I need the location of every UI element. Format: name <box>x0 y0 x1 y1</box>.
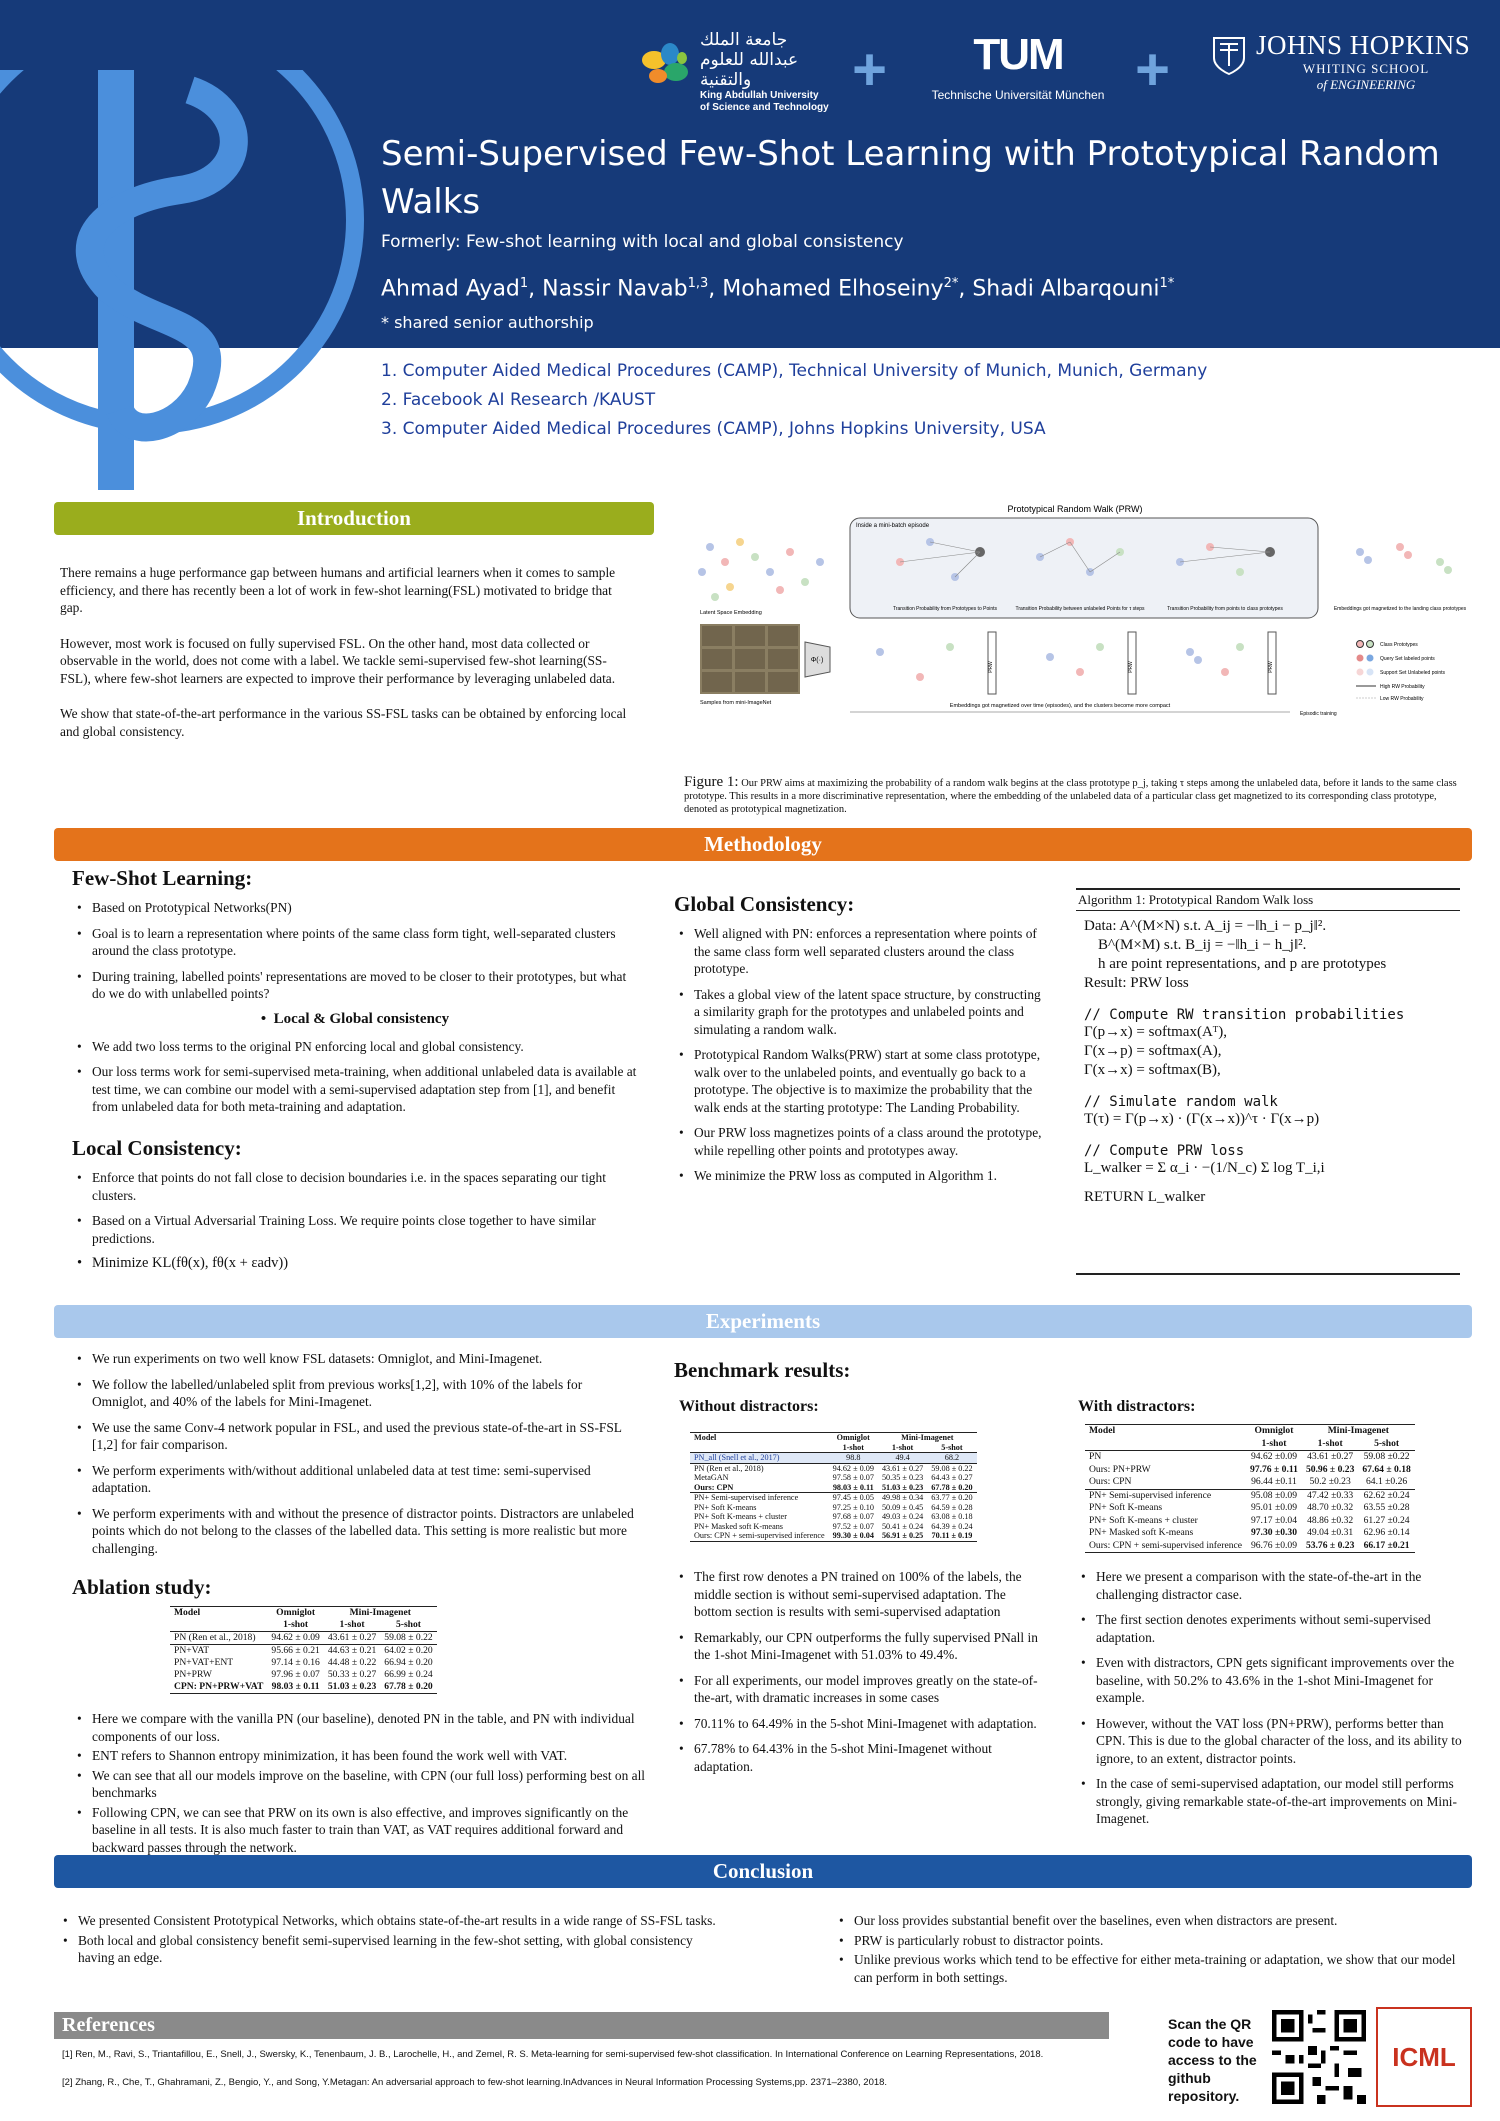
conclusion-bullet: • Both local and global consistency benefit semi-supervised learning in the few-shot setting, with global consistency having an edge. <box>56 1932 716 1967</box>
table-row: Ours: CPN + semi-supervised inference 99.30 ± 0.04 56.91 ± 0.25 70.11 ± 0.19 <box>690 1531 977 1541</box>
reference-list <box>62 2048 1142 2104</box>
figure-title: Prototypical Random Walk (PRW) <box>1007 504 1143 514</box>
plus-icon: + <box>852 36 888 103</box>
affiliation-item: 1. Computer Aided Medical Procedures (CAMP), Technical University of Munich, Munich, Germany <box>381 361 1208 381</box>
local-bullet: • Enforce that points do not fall close to decision boundaries i.e. in the spaces separating our tight clusters. <box>70 1169 640 1204</box>
author-name: Nassir Navab <box>542 276 688 302</box>
magnetized-label: Embeddings got magnetized to the landing class prototypes <box>1333 606 1467 612</box>
distractor-bullet: • Even with distractors, CPN gets significant improvements over the baseline, with 50.2% to 43.6% in the 1-shot Mini-Imagenet for example. <box>1074 1654 1470 1707</box>
table-row: PN+PRW 97.96 ± 0.07 50.33 ± 0.27 66.99 ± 0.24 <box>174 1669 433 1680</box>
fsl-bullet: • During training, labelled points' representations are moved to be closer to their prototypes, but what do we do with unlabelled points? <box>70 968 640 1003</box>
affiliation-item: 3. Computer Aided Medical Procedures (CAMP), Johns Hopkins University, USA <box>381 419 1046 439</box>
table-row: PN+ Soft K-means 97.25 ± 0.10 50.09 ± 0.45 64.59 ± 0.28 <box>694 1502 973 1512</box>
experiments-setup <box>70 1350 640 1565</box>
intro-paragraph: However, most work is focused on fully supervised FSL. On the other hand, most data collected or observable in the world, does not come with a label. We tackle semi-supervised few-shot learning(SS-FSL), where few-shot learners are expected to improve their performance by leveraging unlabeled data. <box>60 635 616 686</box>
author-list: Ahmad Ayad$^1$, Nassir Navab$^{1,3}$, Mohamed Elhoseiny$^{2*}$, Shadi Albarqouni$^{1*}$ <box>381 276 1175 302</box>
table-row: PN+VAT 95.66 ± 0.21 44.63 ± 0.21 64.02 ± 0.20 <box>170 1645 437 1658</box>
local-consistency-title: Local Consistency: <box>72 1136 242 1160</box>
reference-item: [2] Zhang, R., Che, T., Ghahramani, Z., Bengio, Y., and Song, Y.Metagan: An adversarial approach to few-shot learning.InAdvances in Neural Information Processing Systems,pp. 2371–2380, 2018. <box>62 2077 888 2088</box>
experiment-bullet: • We perform experiments with/without additional unlabeled data at test time: semi-supervised adaptation. <box>70 1462 640 1497</box>
affiliation-list <box>381 357 1207 444</box>
poster-title: Semi-Supervised Few-Shot Learning with Prototypical Random Walks <box>381 134 1440 222</box>
with-distractors-table: Model Omniglot Mini-Imagenet 1-shot 1-shot 5-shot PN 94.62 ±0.09 43.61 ±0.27 59.08 ±0.22 Ours: PN+PRW 97.76 ± 0.11 50.96 ± 0.23 67.64 ± 0.18 Ours: CPN 96.44 ±0.11 50.2 ±0.23 64.1 ±0.26 PN+ Semi-supervised inference 95.08 ±0.09 47.42 ±0.33 62.62 ±0.24 PN+ Soft K-means 95.01 ±0.09 48.70 ±0.32 63.55 ±0.28 PN+ Soft K-means + cluster 97.17 ±0.04 48.86 ±0.32 61.27 ±0.24 PN+ Masked soft K-means 97.30 ±0.30 49.04 ±0.31 62.96 ±0.14 Ours: CPN + semi-supervised inference 96.76 ±0.09 53.76 ± 0.23 66.17 ±0.21 <box>1085 1424 1415 1553</box>
author-affiliation-mark: 1* <box>1159 276 1175 291</box>
algorithm-result: Result: PRW loss <box>1084 975 1189 991</box>
poster-header <box>0 0 1500 348</box>
samples-label: Samples from mini-ImageNet <box>700 700 772 706</box>
distractor-bullet: • However, without the VAT loss (PN+PRW), performs better than CPN. This is due to the global character of the loss, and its ability to ignore, to an extent, distractor points. <box>1074 1715 1470 1768</box>
benchmark-bullet: • 70.11% to 64.49% in the 5-shot Mini-Imagenet with adaptation. <box>672 1715 1047 1733</box>
ablation-bullet: • Here we compare with the vanilla PN (our baseline), denoted PN in the table, and PN with individual components of our loss. <box>70 1710 650 1745</box>
over-time-label: Embeddings got magnetized over time (episodes), and the clusters become more compact <box>949 703 1171 709</box>
conclusion-right <box>832 1912 1472 1988</box>
reference-item: [1] Ren, M., Ravi, S., Triantafillou, E., Snell, J., Swersky, K., Tenenbaum, J. B., Larochelle, H., and Zemel, R. S. Meta-learning for semi-supervised few-shot classification. In International Conference on Learning Representations, 2018. <box>62 2049 1044 2060</box>
algorithm-equation: Γ(x→x) = softmax(B), <box>1084 1062 1221 1078</box>
prw-figure <box>680 502 1470 772</box>
phi-label: Φ(·) <box>810 657 824 664</box>
author-affiliation-mark: 1,3 <box>687 276 709 291</box>
conclusion-left <box>56 1912 716 1969</box>
conclusion-bullet: • Our loss provides substantial benefit over the baselines, even when distractors are present. <box>832 1912 1472 1930</box>
algorithm-equation: Γ(p→x) = softmax(Aᵀ), <box>1084 1024 1227 1040</box>
local-global-subheading: • Local & Global consistency <box>260 1010 450 1027</box>
poster-subtitle: Formerly: Few-shot learning with local and global consistency <box>381 232 904 252</box>
global-bullet: • Our PRW loss magnetizes points of a class around the prototype, while repelling other points and prototypes away. <box>672 1124 1042 1159</box>
algorithm-return: RETURN L_walker <box>1084 1189 1206 1205</box>
algorithm-heading: Algorithm 1: Prototypical Random Walk loss <box>1076 892 1460 911</box>
algorithm-data-line: Data: A^(M×N) s.t. A_ij = −‖h_i − p_j‖². <box>1084 918 1327 934</box>
conclusion-heading: Conclusion <box>54 1855 1472 1888</box>
experiment-bullet: • We perform experiments with and without the presence of distractor points. Distractors are unlabeled points which do not belong to the classes of the labelled data. This setting is more realistic but more challenging. <box>70 1505 640 1558</box>
plus-icon: + <box>1135 36 1171 103</box>
algorithm-equation: Γ(x→p) = softmax(A), <box>1084 1043 1222 1059</box>
jhu-school: WHITING SCHOOL <box>1302 61 1430 76</box>
transition-label-1: Transition Probability from Prototypes to Points <box>892 606 998 612</box>
figure-caption-text: Our PRW aims at maximizing the probability of a random walk begins at the class prototype p_j, taking τ steps among the unlabeled data, before it lands to the same class prototype. This results in a more discriminative representation, where the embedding of the unlabeled data of a particular class get magnetized to its corresponding class prototype, denoted as prototypical magnetization. <box>684 778 1457 815</box>
ablation-notes <box>70 1710 650 1858</box>
table-row: PN 94.62 ±0.09 43.61 ±0.27 59.08 ±0.22 <box>1085 1451 1415 1464</box>
ablation-table: Model Omniglot Mini-Imagenet 1-shot 1-shot 5-shot PN (Ren et al., 2018) 94.62 ± 0.09 43.61 ± 0.27 59.08 ± 0.22 PN+VAT 95.66 ± 0.21 44.63 ± 0.21 64.02 ± 0.20 PN+VAT+ENT 97.14 ± 0.16 44.48 ± 0.22 66.94 ± 0.20 PN+PRW 97.96 ± 0.07 50.33 ± 0.27 66.99 ± 0.24 CPN: PN+PRW+VAT 98.03 ± 0.11 51.03 ± 0.23 67.78 ± 0.20 <box>170 1606 437 1694</box>
conclusion-bullet: • Unlike previous works which tend to be effective for either meta-training or adaptation, we show that our model can perform in both settings. <box>832 1951 1472 1986</box>
ablation-bullet: • Following CPN, we can see that PRW on its own is also effective, and improves significantly on the baseline in all tests. It is also much faster to train than VAT, as VAT requires additional forward and backward passes through the network. <box>70 1804 650 1857</box>
benchmark-bullet: • Remarkably, our CPN outperforms the fully supervised PNall in the 1-shot Mini-Imagenet with 51.03% to 49.4%. <box>672 1629 1047 1664</box>
figure-caption <box>684 776 1464 816</box>
author-affiliation-mark: 1 <box>519 276 529 291</box>
conclusion-bullet: • PRW is particularly robust to distractor points. <box>832 1932 1472 1950</box>
algorithm-equation: T(τ) = Γ(p→x) · (Γ(x→x))^τ · Γ(x→p) <box>1084 1111 1320 1127</box>
introduction-text <box>60 564 635 758</box>
fsl-title: Few-Shot Learning: <box>72 866 253 890</box>
table-row: PN+ Semi-supervised inference 95.08 ±0.09 47.42 ±0.33 62.62 ±0.24 <box>1085 1489 1415 1502</box>
tum-logo <box>918 30 1118 102</box>
table-row: PN_all (Snell et al., 2017) 98.8 49.4 68.2 <box>690 1453 977 1464</box>
jhu-shield-icon <box>1212 36 1246 76</box>
algorithm-comment: // Simulate random walk <box>1084 1094 1278 1110</box>
experiment-bullet: • We run experiments on two well know FSL datasets: Omniglot, and Mini-Imagenet. <box>70 1350 640 1368</box>
without-distractors-title: Without distractors: <box>679 1398 819 1415</box>
table-row: Ours: PN+PRW 97.76 ± 0.11 50.96 ± 0.23 67.64 ± 0.18 <box>1089 1463 1411 1475</box>
global-consistency-section <box>672 925 1042 1193</box>
with-distractors-notes <box>1074 1568 1470 1836</box>
table-row: PN+ Masked soft K-means 97.30 ±0.30 49.04 ±0.31 62.96 ±0.14 <box>1089 1527 1410 1538</box>
svg-text:Query Set labeled points: Query Set labeled points <box>1380 656 1435 662</box>
fsl-section <box>70 899 640 1124</box>
table-row: MetaGAN 97.58 ± 0.07 50.35 ± 0.23 64.43 ± 0.27 <box>694 1473 973 1482</box>
table-row: Ours: CPN + semi-supervised inference 96.76 ±0.09 53.76 ± 0.23 66.17 ±0.21 <box>1085 1540 1415 1553</box>
distractor-bullet: • Here we present a comparison with the state-of-the-art in the challenging distractor case. <box>1074 1568 1470 1603</box>
figure-inside-label: Inside a mini-batch episode <box>856 523 930 529</box>
global-bullet: • Prototypical Random Walks(PRW) start at some class prototype, walk over to the unlabeled points, and eventually go back to a prototype. The objective is to maximize the probability that the walk ends at the starting prototype: The Landing Probability. <box>672 1046 1042 1116</box>
algorithm-comment: // Compute RW transition probabilities <box>1084 1007 1405 1023</box>
prw-label: PRW <box>1128 661 1134 673</box>
qr-code-icon[interactable] <box>1272 2010 1366 2104</box>
kaust-logo <box>630 30 830 114</box>
jhu-engineering: of ENGINEERING <box>1316 77 1416 92</box>
svg-text:Low RW Probability: Low RW Probability <box>1380 696 1424 702</box>
svg-text:Class Prototypes: Class Prototypes <box>1380 642 1418 648</box>
local-consistency-section <box>70 1169 640 1281</box>
ablation-title: Ablation study: <box>72 1575 212 1599</box>
fsl-bullet: • Goal is to learn a representation where points of the same class form tight, well-separated clusters around the class prototype. <box>70 925 640 960</box>
local-bullet: • Minimize KL(fθ(x), fθ(x + εadv)) <box>70 1255 640 1273</box>
global-consistency-title: Global Consistency: <box>674 892 855 916</box>
latent-label: Latent Space Embedding <box>700 610 762 616</box>
table-row: PN+ Masked soft K-means 97.52 ± 0.07 50.41 ± 0.24 64.39 ± 0.24 <box>694 1521 973 1531</box>
global-bullet: • We minimize the PRW loss as computed in Algorithm 1. <box>672 1167 1042 1185</box>
table-row: PN+ Soft K-means + cluster 97.17 ±0.04 48.86 ±0.32 61.27 ±0.24 <box>1089 1514 1410 1526</box>
benchmark-bullet: • For all experiments, our model improves greatly on the state-of-the-art, with dramatic increases in some cases <box>672 1672 1047 1707</box>
benchmark-title: Benchmark results: <box>674 1358 851 1382</box>
experiment-bullet: • We follow the labelled/unlabeled split from previous works[1,2], with 10% of the labels for Omniglot, and 40% of the labels for Mini-Imagenet. <box>70 1376 640 1411</box>
prw-label: PRW <box>1268 661 1274 673</box>
methodology-heading: Methodology <box>54 828 1472 861</box>
svg-text:High RW Probability: High RW Probability <box>1380 684 1425 690</box>
tum-mark: TUM <box>973 30 1063 79</box>
intro-paragraph: We show that state-of-the-art performance in the various SS-FSL tasks can be obtained by enforcing local and global consistency. <box>60 706 627 739</box>
algorithm-equation: L_walker = Σ α_i · −(1/N_c) Σ log T_i,i <box>1084 1160 1325 1176</box>
global-bullet: • Well aligned with PN: enforces a representation where points of the same class form well separated clusters around the class prototype. <box>672 925 1042 978</box>
ablation-bullet: • ENT refers to Shannon entropy minimization, it has been found the work well with VAT. <box>70 1747 650 1765</box>
figure-caption-label: Figure 1: <box>684 774 739 790</box>
benchmark-bullet: • 67.78% to 64.43% in the 5-shot Mini-Imagenet without adaptation. <box>672 1740 1047 1775</box>
algorithm-box <box>1076 888 1460 1275</box>
table-row: Ours: CPN 98.03 ± 0.11 51.03 ± 0.23 67.78 ± 0.20 <box>694 1482 973 1492</box>
author-name: Ahmad Ayad <box>381 276 520 302</box>
without-distractors-notes <box>672 1568 1047 1783</box>
with-distractors-title: With distractors: <box>1078 1398 1196 1415</box>
global-bullet: • Takes a global view of the latent space structure, by constructing a similarity graph for the prototypes and unlabeled points and simulating a random walk. <box>672 986 1042 1039</box>
ablation-bullet: • We can see that all our models improve on the baseline, with CPN (our full loss) performing best on all benchmarks <box>70 1767 650 1802</box>
shared-authorship-note: * shared senior authorship <box>381 313 594 332</box>
jhu-name: JOHNS HOPKINS <box>1256 30 1471 60</box>
kaust-english-name: King Abdullah University of Science and Technology <box>700 90 829 113</box>
transition-label-2: Transition Probability between unlabeled Points for τ steps <box>1015 606 1145 612</box>
author-name: Shadi Albarqouni <box>972 276 1160 302</box>
transition-label-3: Transition Probability from points to class prototypes <box>1167 606 1283 612</box>
author-affiliation-mark: 2* <box>943 276 959 291</box>
icml-logo: ICML <box>1376 2007 1472 2107</box>
experiment-bullet: • We use the same Conv-4 network popular in FSL, and used the previous state-of-the-art in SS-FSL [1,2] for fair comparison. <box>70 1419 640 1454</box>
tum-name: Technische Universität München <box>931 88 1105 102</box>
affiliation-item: 2. Facebook AI Research /KAUST <box>381 390 656 410</box>
intro-paragraph: There remains a huge performance gap between humans and artificial learners when it comes to sample efficiency, and there has recently been a lot of work in few-shot learning(FSL) motivated to bridge that gap. <box>60 565 616 615</box>
references-heading: References <box>54 2012 1109 2039</box>
fsl-bullet: • We add two loss terms to the original PN enforcing local and global consistency. <box>70 1038 640 1056</box>
kaust-arabic-name: جامعة الملك عبدالله للعلوم والتقنية <box>700 30 799 90</box>
svg-text:Support Set Unlabeled points: Support Set Unlabeled points <box>1380 670 1446 676</box>
table-row: PN+ Soft K-means 95.01 ±0.09 48.70 ±0.32 63.55 ±0.28 <box>1089 1502 1410 1513</box>
fsl-bullet: • Based on Prototypical Networks(PN) <box>70 899 640 917</box>
episodic-label: Episodic training <box>1300 711 1337 717</box>
without-distractors-table: Model Omniglot Mini-Imagenet 1-shot 1-shot 5-shot PN_all (Snell et al., 2017) 98.8 49.4 68.2 PN (Ren et al., 2018) 94.62 ± 0.09 43.61 ± 0.27 59.08 ± 0.22 MetaGAN 97.58 ± 0.07 50.35 ± 0.23 64.43 ± 0.27 Ours: CPN 98.03 ± 0.11 51.03 ± 0.23 67.78 ± 0.20 PN+ Semi-supervised inference 97.45 ± 0.05 49.98 ± 0.34 63.77 ± 0.20 PN+ Soft K-means 97.25 ± 0.10 50.09 ± 0.45 64.59 ± 0.28 PN+ Soft K-means + cluster 97.68 ± 0.07 49.03 ± 0.24 63.08 ± 0.18 PN+ Masked soft K-means 97.52 ± 0.07 50.41 ± 0.24 64.39 ± 0.24 Ours: CPN + semi-supervised inference 99.30 ± 0.04 56.91 ± 0.25 70.11 ± 0.19 <box>690 1432 977 1542</box>
prw-label: PRW <box>988 661 994 673</box>
table-row: PN (Ren et al., 2018) 94.62 ± 0.09 43.61 ± 0.27 59.08 ± 0.22 <box>690 1463 977 1473</box>
jhu-logo <box>1212 30 1472 93</box>
algorithm-data-line: h are point representations, and p are prototypes <box>1098 956 1387 972</box>
table-row: PN+VAT+ENT 97.14 ± 0.16 44.48 ± 0.22 66.94 ± 0.20 <box>174 1657 433 1668</box>
algorithm-data-line: B^(M×M) s.t. B_ij = −‖h_i − h_j‖². <box>1098 937 1307 953</box>
introduction-heading: Introduction <box>54 502 654 535</box>
table-row: CPN: PN+PRW+VAT 98.03 ± 0.11 51.03 ± 0.23 67.78 ± 0.20 <box>170 1681 437 1694</box>
table-row: PN+ Soft K-means + cluster 97.68 ± 0.07 49.03 ± 0.24 63.08 ± 0.18 <box>694 1512 973 1521</box>
author-name: Mohamed Elhoseiny <box>722 276 944 302</box>
distractor-bullet: • In the case of semi-supervised adaptation, our model still performs strongly, giving remarkable state-of-the-art improvements on Mini-Imagenet. <box>1074 1775 1470 1828</box>
table-row: Ours: CPN 96.44 ±0.11 50.2 ±0.23 64.1 ±0.26 <box>1089 1476 1408 1487</box>
kaust-mark-icon <box>636 40 696 90</box>
conclusion-bullet: • We presented Consistent Prototypical Networks, which obtains state-of-the-art results in a wide range of SS-FSL tasks. <box>56 1912 716 1930</box>
experiments-heading: Experiments <box>54 1305 1472 1338</box>
local-bullet: • Based on a Virtual Adversarial Training Loss. We require points close together to have similar predictions. <box>70 1212 640 1247</box>
fsl-bullet: • Our loss terms work for semi-supervised meta-training, when additional unlabeled data is available at test time, we can combine our model with a semi-supervised adaptation step from [1], and benefit from unlabeled data for both meta-training and adaptation. <box>70 1063 640 1116</box>
benchmark-bullet: • The first row denotes a PN trained on 100% of the labels, the middle section is without semi-supervised adaptation. The bottom section is results with semi-supervised adaptation <box>672 1568 1047 1621</box>
table-row: PN+ Semi-supervised inference 97.45 ± 0.05 49.98 ± 0.34 63.77 ± 0.20 <box>690 1493 977 1503</box>
distractor-bullet: • The first section denotes experiments without semi-supervised adaptation. <box>1074 1611 1470 1646</box>
table-row: PN (Ren et al., 2018) 94.62 ± 0.09 43.61 ± 0.27 59.08 ± 0.22 <box>170 1632 437 1645</box>
qr-instructions: Scan the QR code to have access to the github repository. <box>1168 2016 1257 2104</box>
algorithm-comment: // Compute PRW loss <box>1084 1143 1245 1159</box>
